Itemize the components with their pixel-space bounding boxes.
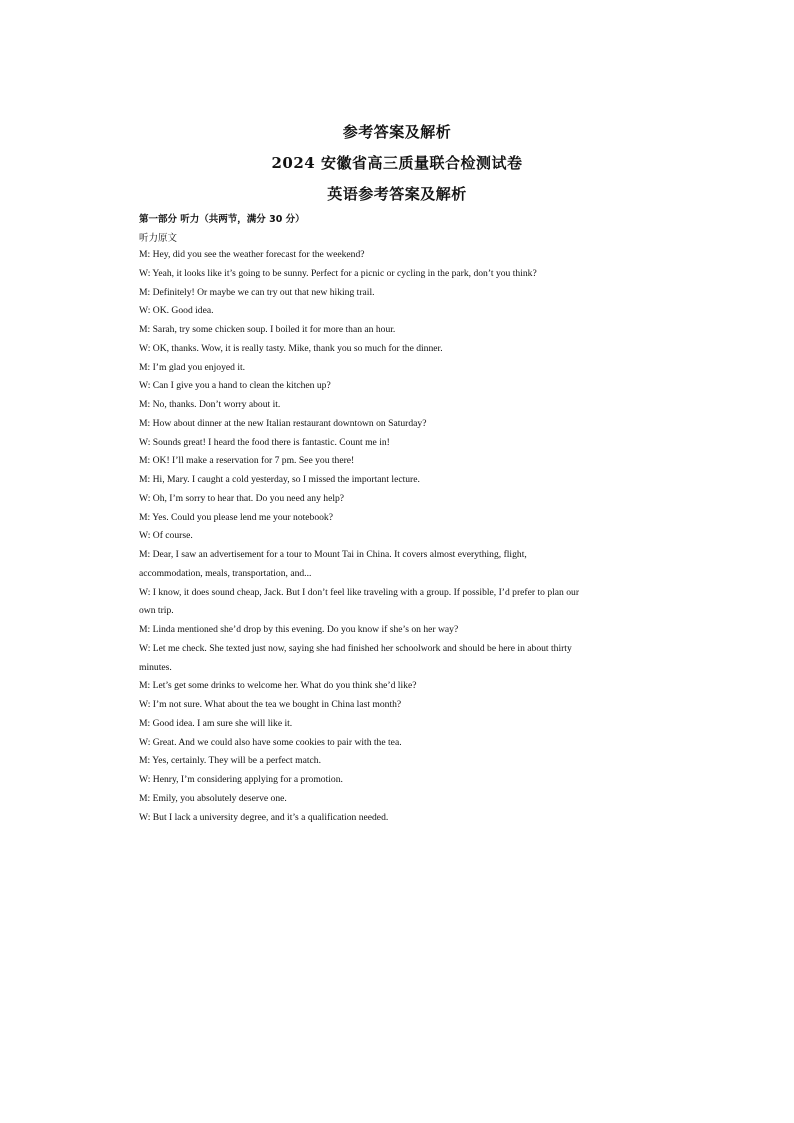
transcript-line: M: Hi, Mary. I caught a cold yesterday, so I missed the important lecture.	[139, 474, 420, 485]
transcript-line: M: No, thanks. Don’t worry about it.	[139, 399, 281, 410]
transcript-line: W: Yeah, it looks like it’s going to be sunny. Perfect for a picnic or cycling in the park, don’t you think?	[139, 267, 537, 279]
page-title: 参考答案及解析	[342, 123, 452, 141]
transcript-line: W: Of course.	[139, 530, 193, 542]
exam-title: 2024 安徽省高三质量联合检测试卷	[271, 154, 523, 172]
transcript-line: M: Hey, did you see the weather forecast for the weekend?	[139, 249, 365, 260]
transcript-line: M: OK! I’ll make a reservation for 7 pm. See you there!	[139, 455, 355, 467]
transcript-line: W: OK. Good idea.	[139, 305, 214, 317]
transcript-subheading: 听力原文	[139, 233, 178, 244]
transcript-line: W: Sounds great! I heard the food there is fantastic. Count me in!	[139, 436, 390, 448]
transcript-line: M: Yes, certainly. They will be a perfect match.	[139, 755, 321, 767]
transcript-line: M: Yes. Could you please lend me your notebook?	[139, 511, 333, 523]
transcript-line: own trip.	[139, 605, 174, 617]
transcript-lines	[139, 246, 639, 827]
transcript-line: W: But I lack a university degree, and it’s a qualification needed.	[139, 811, 389, 823]
transcript-line: accommodation, meals, transportation, and...	[139, 567, 312, 579]
transcript-line: M: Linda mentioned she’d drop by this evening. Do you know if she’s on her way?	[139, 624, 459, 635]
transcript-line: W: Henry, I’m considering applying for a promotion.	[139, 774, 343, 785]
transcript-line: M: Definitely! Or maybe we can try out that new hiking trail.	[139, 286, 375, 298]
transcript-line: minutes.	[139, 661, 172, 673]
transcript-line: W: I know, it does sound cheap, Jack. But I don’t feel like traveling with a group. If possible, I’d prefer to plan our	[139, 586, 580, 598]
transcript-line: W: I’m not sure. What about the tea we bought in China last month?	[139, 699, 402, 710]
transcript-line: M: Dear, I saw an advertisement for a tour to Mount Tai in China. It covers almost everything, flight,	[139, 549, 527, 560]
transcript-line: M: Sarah, try some chicken soup. I boiled it for more than an hour.	[139, 324, 396, 335]
transcript-line: M: I’m glad you enjoyed it.	[139, 361, 246, 373]
transcript-line: W: Can I give you a hand to clean the kitchen up?	[139, 380, 331, 392]
transcript-line: W: Great. And we could also have some cookies to pair with the tea.	[139, 736, 402, 748]
transcript-line: M: Let’s get some drinks to welcome her. What do you think she’d like?	[139, 680, 417, 692]
transcript-line: W: Oh, I’m sorry to hear that. Do you need any help?	[139, 492, 345, 504]
section-heading: 第一部分 听力（共两节，满分 30 分）	[139, 214, 305, 225]
transcript-line: W: Let me check. She texted just now, saying she had finished her schoolwork and should be here in about thirty	[139, 642, 572, 654]
transcript-line: W: OK, thanks. Wow, it is really tasty. Mike, thank you so much for the dinner.	[139, 342, 443, 354]
transcript-line: M: Good idea. I am sure she will like it.	[139, 717, 293, 729]
transcript-line: M: Emily, you absolutely deserve one.	[139, 792, 287, 804]
transcript-line: M: How about dinner at the new Italian restaurant downtown on Saturday?	[139, 417, 427, 429]
subject-title: 英语参考答案及解析	[327, 185, 467, 203]
